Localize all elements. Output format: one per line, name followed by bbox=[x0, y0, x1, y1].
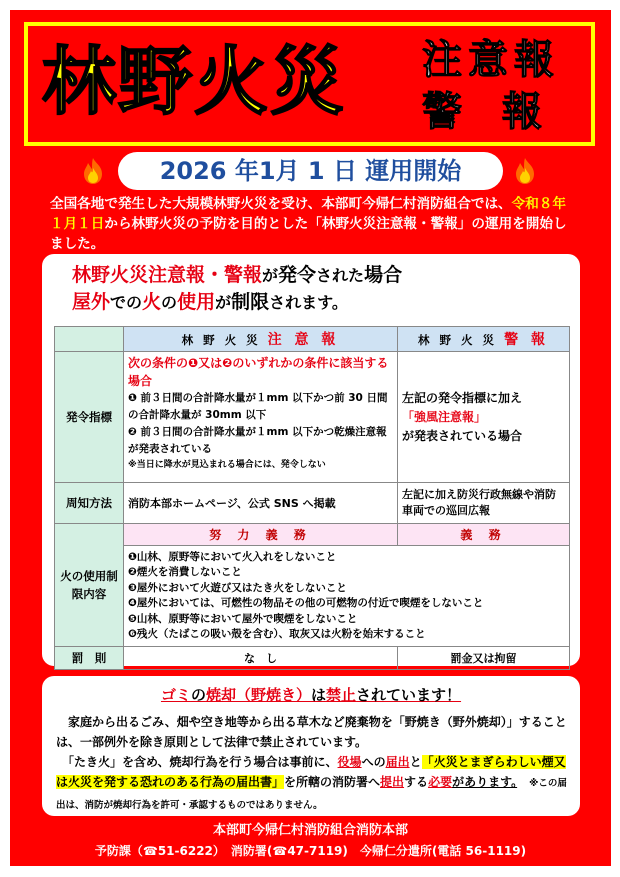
open-burning-title bbox=[42, 684, 580, 706]
paragraph-text: への bbox=[361, 755, 386, 769]
duty-effort-header: 努 力 義 務 bbox=[124, 524, 398, 546]
table-row bbox=[55, 352, 570, 483]
headline-text: の bbox=[161, 293, 178, 312]
col-header-prefix: 林 野 火 災 bbox=[181, 333, 261, 347]
paragraph-red: 提出 bbox=[380, 775, 405, 789]
issuance-warning-cell bbox=[398, 352, 570, 483]
fire-icon bbox=[510, 156, 540, 186]
row-header-notice: 周知方法 bbox=[55, 483, 124, 524]
open-burning-body bbox=[56, 712, 568, 816]
footer-organization: 本部町今帰仁村消防組合消防本部 bbox=[212, 823, 408, 838]
paragraph-red: 役場 bbox=[337, 755, 362, 769]
headline-text: 場合 bbox=[364, 264, 403, 286]
col-header-caution bbox=[124, 327, 398, 352]
table-row bbox=[55, 483, 570, 524]
headline-text: 制限 bbox=[231, 291, 270, 313]
col-header-warning bbox=[398, 327, 570, 352]
issuance-caution-cell bbox=[124, 352, 398, 483]
paragraph-note: ※この届出は、消防が焼却行為を許可・承認するものではありません。 bbox=[56, 778, 567, 811]
start-date-text: 2026 年1月 1 日 運用開始 bbox=[159, 157, 462, 185]
paragraph-text: 「たき火」を含め、焼却行為を行う場合は事前に、 bbox=[68, 755, 338, 769]
issuance-condition-2: ❷ 前３日間の合計降水量が１mm 以下かつ乾燥注意報が発表されている bbox=[128, 426, 387, 455]
intro-text bbox=[50, 194, 575, 254]
open-burning-paragraph-2 bbox=[56, 752, 568, 816]
intro-part1: 全国各地で発生した大規模林野火災を受け、本部町今帰仁村消防組合では、 bbox=[50, 196, 512, 212]
issuance-note: ※当日に降水が見込まれる場合には、発令しない bbox=[128, 460, 326, 470]
headline-text: が bbox=[215, 293, 232, 312]
issuance-warning-text: 左記の発令指標に加え bbox=[402, 390, 523, 405]
issuance-warning-text: が発表されている場合 bbox=[402, 428, 523, 443]
issuance-condition-1: ❶ 前３日間の合計降水量が１mm 以下かつ前 30 日間の合計降水量が 30mm 以下 bbox=[128, 392, 388, 421]
paragraph-text: する bbox=[404, 775, 429, 789]
notice-caution-cell: 消防本部ホームページ、公式 SNS へ掲載 bbox=[124, 483, 398, 524]
paragraph-text: 家庭から出るごみ、畑や空き地等から出る草木など廃棄物を「野焼き（野外焼却）」することは、一部例外を除き原則として法律で禁止されています。 bbox=[56, 715, 567, 749]
usage-item: ❹屋外においては、可燃性の物品その他の可燃物の付近で喫煙をしないこと bbox=[128, 597, 484, 609]
row-header-issuance: 発令指標 bbox=[55, 352, 124, 483]
title-warning: 警報 bbox=[422, 89, 582, 135]
title-frame bbox=[24, 22, 595, 146]
col-header-prefix: 林 野 火 災 bbox=[418, 333, 498, 347]
usage-item: ❻残火（たばこの吸い殻を含む）、取灰又は火粉を始末すること bbox=[128, 628, 426, 640]
paragraph-text: があります。 bbox=[452, 775, 518, 789]
title-caution: 注意報 bbox=[422, 37, 560, 83]
usage-item: ❶山林、原野等において火入れをしないこと bbox=[128, 550, 337, 563]
table-corner bbox=[55, 327, 124, 352]
notice-warning-cell: 左記に加え防災行政無線や消防車両での巡回広報 bbox=[398, 483, 570, 524]
table-row bbox=[55, 524, 570, 546]
title-main: 林野火災 bbox=[42, 39, 346, 125]
headline-red: 火 bbox=[142, 291, 162, 313]
usage-list-cell bbox=[124, 546, 570, 647]
penalty-caution-cell: な し bbox=[124, 647, 398, 670]
table-row bbox=[55, 546, 570, 647]
penalty-warning-cell: 罰金又は拘留 bbox=[398, 647, 570, 670]
headline-text: が bbox=[262, 266, 279, 285]
paragraph-text: を所轄の消防署へ bbox=[284, 775, 381, 789]
open-burning-panel bbox=[42, 676, 580, 816]
headline-text: での bbox=[110, 293, 143, 312]
form-name-highlight: 「火災とまぎらわしい煙又は火災を発する恐れのある行為の届出書」 bbox=[56, 755, 566, 789]
paragraph-red: 必要 bbox=[428, 775, 453, 789]
usage-item: ❺山林、原野等において屋外で喫煙をしないこと bbox=[128, 612, 358, 625]
row-header-usage: 火の使用制限内容 bbox=[55, 524, 124, 647]
title-red: 焼却（野焼き） bbox=[205, 686, 311, 704]
issuance-warning-red: 「強風注意報」 bbox=[402, 409, 487, 424]
col-header-red: 注 意 報 bbox=[267, 332, 340, 348]
title-text: は bbox=[311, 686, 327, 704]
paragraph-text: と bbox=[409, 755, 422, 769]
headline-text: されます。 bbox=[269, 293, 348, 312]
usage-item: ❷煙火を消費しないこと bbox=[128, 566, 242, 578]
headline-red: 屋外 bbox=[72, 291, 111, 313]
open-burning-paragraph-1 bbox=[56, 712, 568, 752]
start-banner bbox=[118, 152, 503, 190]
paragraph-red: 届出 bbox=[385, 755, 410, 769]
intro-part2: から林野火災の予防を目的とした「林野火災注意報・警報」の運用を開始しました。 bbox=[50, 216, 567, 252]
issuance-condition-title: 次の条件の❶又は❷のいずれかの条件に該当する場合 bbox=[128, 356, 389, 388]
headline bbox=[72, 262, 402, 316]
intro-date: 令和８年１月１日 bbox=[50, 196, 567, 232]
regulation-table bbox=[54, 326, 570, 670]
headline-line1 bbox=[72, 262, 402, 289]
fire-icon bbox=[78, 156, 108, 186]
table-row bbox=[55, 647, 570, 670]
headline-line2 bbox=[72, 289, 402, 316]
duty-header: 義 務 bbox=[398, 524, 570, 546]
title-red: ゴミ bbox=[160, 686, 191, 704]
headline-red: 使用 bbox=[177, 291, 216, 313]
regulation-panel bbox=[42, 254, 580, 666]
title-panel bbox=[28, 26, 591, 142]
title-red: 禁止 bbox=[326, 686, 357, 704]
footer-contacts: 予防課（☎51-6222） 消防署(☎47-7119) 今帰仁分遣所(電話 56-1119) bbox=[94, 844, 527, 858]
headline-text: された bbox=[316, 266, 365, 285]
usage-item: ❸屋外において火遊び又はたき火をしないこと bbox=[128, 581, 347, 594]
headline-text: 発令 bbox=[278, 264, 317, 286]
row-header-penalty: 罰 則 bbox=[55, 647, 124, 670]
title-text: の bbox=[190, 686, 206, 704]
col-header-red: 警 報 bbox=[504, 332, 549, 348]
table-header-row bbox=[55, 327, 570, 352]
poster bbox=[10, 10, 611, 866]
headline-red: 林野火災注意報・警報 bbox=[72, 264, 263, 286]
title-text: されています！ bbox=[356, 686, 462, 704]
